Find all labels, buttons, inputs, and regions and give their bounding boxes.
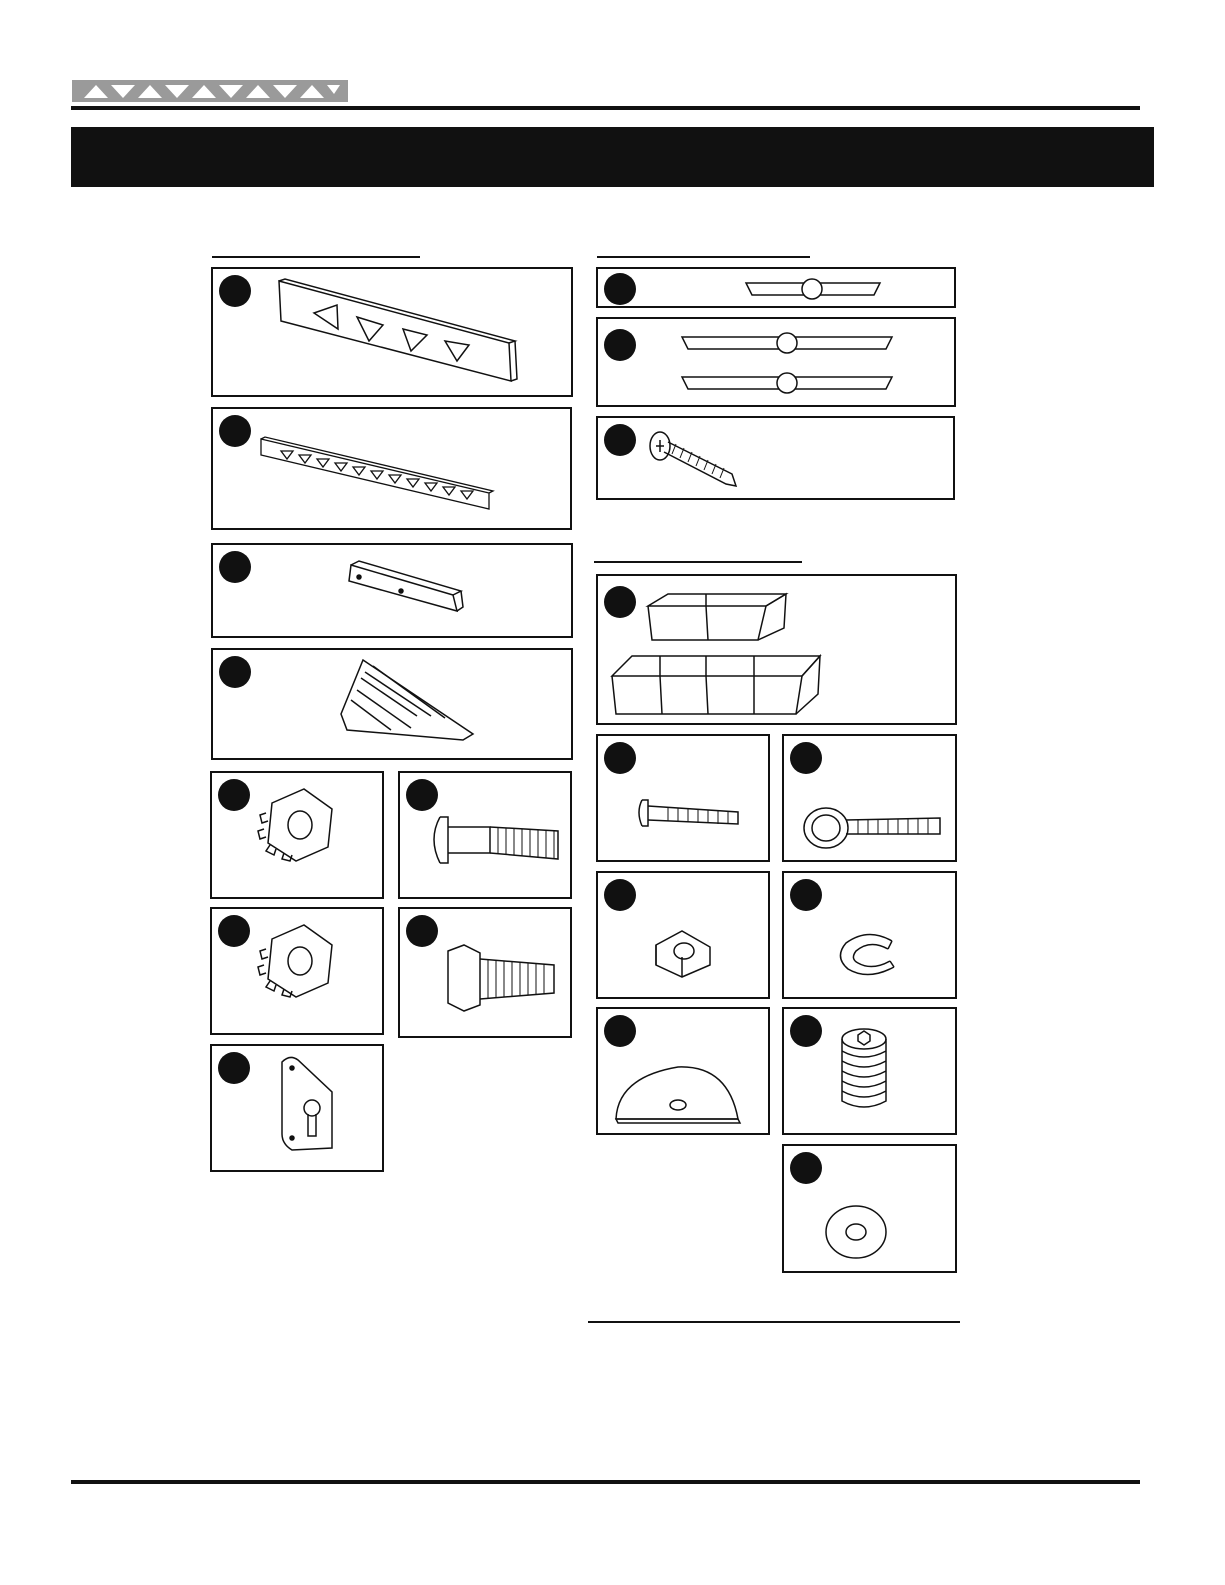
single-cross-brace-icon [598,269,958,310]
self-drilling-screw-icon [598,418,957,502]
part-keyhole-bracket-plate [210,1044,384,1172]
carriage-bolt-icon [400,773,574,901]
square-tube-connector-icon [213,545,575,640]
top-rule [71,106,1140,110]
triangular-gusset-plate-icon [213,650,575,762]
float-drums-icon [598,576,959,727]
bottom-rule [71,1480,1140,1484]
section-banner [71,127,1154,187]
part-square-tube-connector [211,543,573,638]
brand-logo-strip [72,80,348,102]
heading-underline-braces [597,256,810,258]
hex-head-bolt-icon [400,909,574,1040]
part-eye-bolt [782,734,957,862]
drain-plug-icon [784,1009,959,1137]
part-single-cross-brace [596,267,956,308]
part-hex-nut [596,871,770,999]
carriage-bolt-icon [598,736,772,864]
part-end-cap [596,1007,770,1135]
part-double-cross-brace [596,317,956,407]
end-cap-icon [598,1009,772,1137]
long-perforated-rail-icon [213,409,574,532]
part-carriage-bolt [596,734,770,862]
triangle-holes-pattern-icon [72,80,348,102]
heading-underline-frame-parts [212,256,420,258]
split-lock-washer-icon [784,873,959,1001]
part-drain-plug [782,1007,957,1135]
long-triangle-brace-icon [213,269,575,399]
part-long-perforated-rail [211,407,572,530]
flat-washer-icon [784,1146,959,1275]
part-serrated-hex-nut [210,771,384,899]
eye-bolt-icon [784,736,959,864]
part-float-drums [596,574,957,725]
part-long-triangle-brace [211,267,573,397]
heading-underline-floats [594,561,802,563]
part-serrated-hex-nut [210,907,384,1035]
serrated-hex-nut-icon [212,773,386,901]
part-carriage-bolt [398,771,572,899]
note-underline [588,1321,960,1323]
double-cross-brace-icon [598,319,958,409]
part-triangular-gusset-plate [211,648,573,760]
part-self-drilling-screw [596,416,955,500]
part-split-lock-washer [782,871,957,999]
hex-nut-icon [598,873,772,1001]
serrated-hex-nut-icon [212,909,386,1037]
keyhole-bracket-plate-icon [212,1046,386,1174]
part-flat-washer [782,1144,957,1273]
part-hex-head-bolt [398,907,572,1038]
